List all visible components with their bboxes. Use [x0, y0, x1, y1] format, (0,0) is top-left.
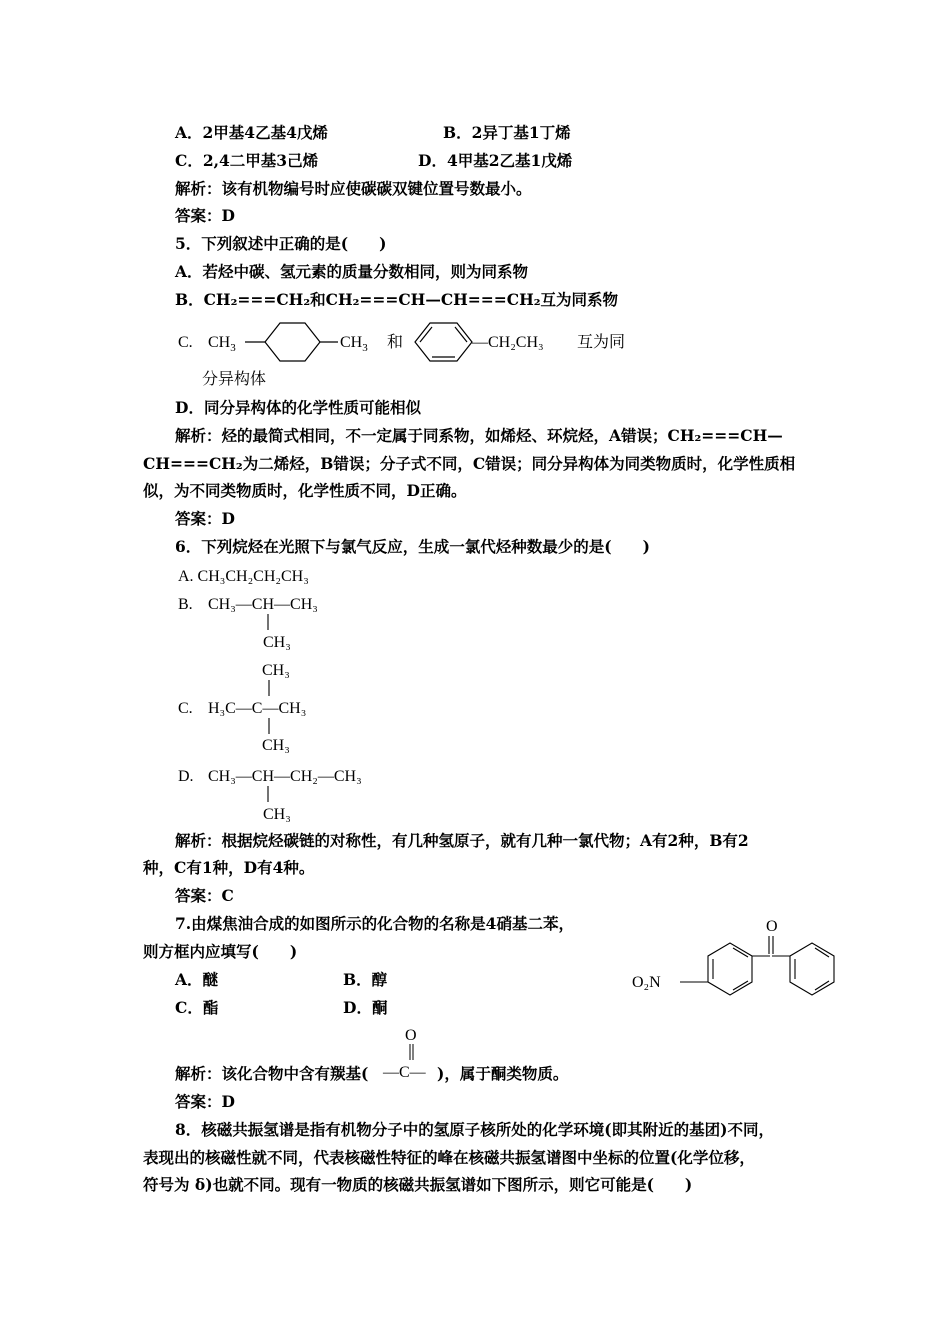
q5-analysis-line-1: 解析：烃的最简式相同，不一定属于同系物，如烯烃、环烷烃，A错误；CH₂===CH— [175, 426, 783, 445]
benzene-ring [415, 323, 472, 361]
q6-option-c-structure [170, 656, 430, 756]
q6-option-c-bottom: CH₃ [262, 737, 290, 754]
q5-option-c-right-methyl: $CH_3$ [340, 334, 368, 354]
q7-carbonyl-o: O [405, 1027, 417, 1044]
q5-option-c-structures [170, 318, 650, 366]
q6-option-d-main-chain: CH₃—CH—CH₂—CH₃ [208, 768, 362, 785]
q5-answer: 答案：D [175, 509, 235, 528]
q6-option-c-label: C. [178, 700, 193, 717]
q6-analysis-line-2: 种，C有1种，D有4种。 [143, 858, 315, 877]
q7-answer: 答案：D [175, 1092, 235, 1111]
q5-option-c-and: 和 [387, 334, 404, 351]
q6-option-d-branch: CH₃ [263, 806, 291, 823]
q5-analysis-line-2: CH===CH₂为二烯烃，B错误；分子式不同，C错误；同分异构体为同类物质时，化学性质相 [143, 454, 796, 473]
q5-stem: 5．下列叙述中正确的是( ) [175, 234, 387, 253]
q8-stem-line-1: 8．核磁共振氢谱是指有机物分子中的氢原子核所处的化学环境(即其附近的基团)不同， [175, 1120, 774, 1139]
q6-option-c-top: CH₃ [262, 662, 290, 679]
q7-carbonyl-structure [375, 1024, 435, 1084]
q5-option-a: A．若烃中碳、氢元素的质量分数相同，则为同系物 [175, 262, 529, 281]
q7-option-b: B．醇 [343, 970, 388, 989]
q8-stem-line-3: 符号为 δ)也就不同。现有一物质的核磁共振氢谱如下图所示，则它可能是( ) [143, 1175, 693, 1194]
cyclohexane-ring [245, 323, 338, 361]
q5-option-c-ethyl: —CH₂CH₃ [472, 334, 544, 351]
q7-option-d: D．酮 [343, 998, 388, 1017]
q6-option-b-label: B. [178, 596, 193, 613]
q6-option-d-label: D. [178, 768, 194, 785]
q7-analysis-prefix: 解析：该化合物中含有羰基( [175, 1064, 369, 1083]
q5-option-c-left-methyl: $CH_3$ [208, 334, 236, 354]
q5-option-c-continuation: 分异构体 [202, 369, 267, 388]
q7-compound-figure [630, 910, 830, 1005]
q7-stem-line-2: 则方框内应填写( ) [143, 942, 298, 961]
q7-carbonyl-c: —C— [383, 1064, 426, 1081]
q5-option-d: D．同分异构体的化学性质可能相似 [175, 398, 421, 417]
q6-option-c-main-chain: H₃C—C—CH₃ [208, 700, 307, 717]
q6-option-b-main-chain: CH₃—CH—CH₃ [208, 596, 318, 613]
q6-stem: 6．下列烷烃在光照下与氯气反应，生成一氯代烃种数最少的是( ) [175, 537, 650, 556]
q6-option-b-branch: CH₃ [263, 634, 291, 651]
q5-option-c-label: C. [178, 334, 193, 351]
q4-option-c: C．2,4二甲基3己烯 [175, 151, 319, 170]
q6-analysis-line-1: 解析：根据烷烃碳链的对称性，有几种氢原子，就有几种一氯代物；A有2种，B有2 [175, 831, 749, 850]
q6-option-a: A. CH₃CH₂CH₂CH₃ [178, 568, 309, 585]
q6-answer: 答案：C [175, 886, 234, 905]
q7-stem-line-1: 7.由煤焦油合成的如图所示的化合物的名称是4硝基二苯， [175, 914, 574, 933]
q7-carbonyl-oxygen: O [766, 918, 778, 935]
q7-nitro-group: O₂N [632, 974, 661, 991]
q7-left-benzene-ring [708, 943, 752, 995]
q4-option-b: B．2异丁基1丁烯 [443, 123, 571, 142]
q5-option-c-tail: 互为同 [577, 334, 626, 351]
q7-right-benzene-ring [790, 943, 834, 995]
q6-option-b-structure [170, 590, 430, 652]
q4-analysis: 解析：该有机物编号时应使碳碳双键位置号数最小。 [175, 179, 532, 198]
q8-stem-line-2: 表现出的核磁性就不同，代表核磁性特征的峰在核磁共振氢谱图中坐标的位置(化学位移， [143, 1148, 755, 1167]
q5-analysis-line-3: 似，为不同类物质时，化学性质不同，D正确。 [143, 481, 467, 500]
q4-answer: 答案：D [175, 206, 235, 225]
q4-option-d: D．4甲基2乙基1戊烯 [418, 151, 573, 170]
q7-analysis-suffix: )，属于酮类物质。 [437, 1064, 569, 1083]
q7-option-c: C．酯 [175, 998, 219, 1017]
q5-option-b: B．CH₂===CH₂和CH₂===CH—CH===CH₂互为同系物 [175, 290, 619, 309]
q7-option-a: A．醚 [175, 970, 219, 989]
q4-option-a: A．2甲基4乙基4戊烯 [175, 123, 328, 142]
q6-option-d-structure [170, 762, 430, 824]
